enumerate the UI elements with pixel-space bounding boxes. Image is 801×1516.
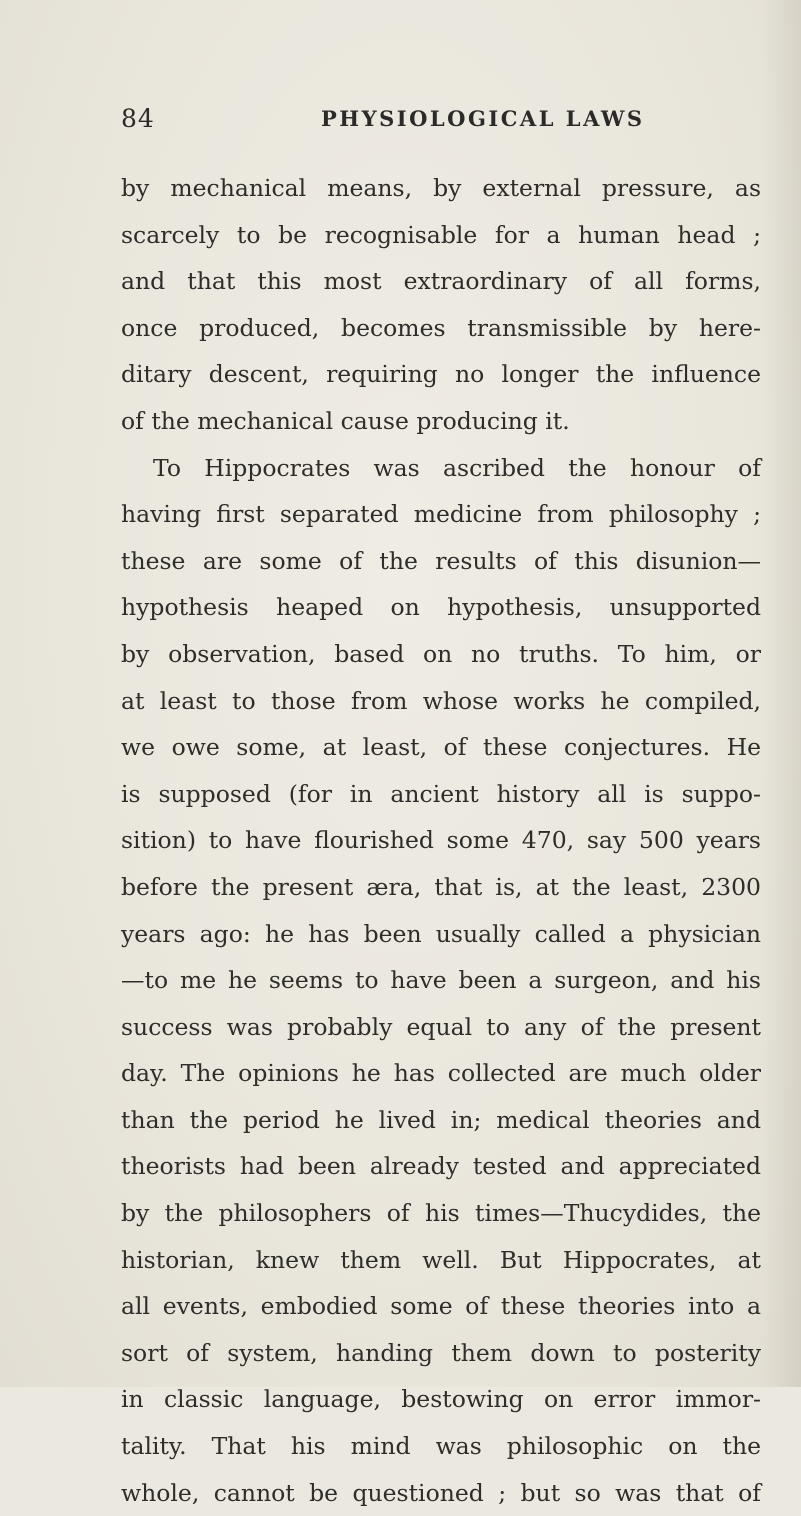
text-line: tality. That his mind was philosophic on the [121,1432,761,1461]
text-line: by mechanical means, by external pressure, as [121,174,761,202]
body-text [121,165,761,1516]
text-line: historian, knew them well. But Hippocrates, at [121,1245,761,1274]
text-line: is supposed (for in ancient history all is suppo- [121,779,761,808]
text-line: once produced, becomes transmissible by here- [121,313,761,342]
page-edge-shadow [761,0,801,1387]
text-line: ditary descent, requiring no longer the influence [121,360,761,389]
page-header [121,104,761,144]
text-line: in classic language, bestowing on error immor- [121,1385,761,1414]
text-line: success was probably equal to any of the present [121,1012,761,1041]
text-line: before the present æra, that is, at the least, 2300 [121,872,761,901]
text-line: years ago: he has been usually called a physician [121,919,761,948]
text-line: day. The opinions he has collected are much older [121,1059,761,1088]
text-line: having first separated medicine from philosophy ; [121,500,761,529]
text-line: scarcely to be recognisable for a human head ; [121,220,761,249]
text-line: whole, cannot be questioned ; but so was that of [121,1478,761,1507]
text-line: sort of system, handing them down to posterity [121,1338,761,1367]
text-line: these are some of the results of this disunion— [121,546,761,575]
page-number: 84 [121,104,155,133]
text-line: by observation, based on no truths. To him, or [121,639,761,668]
text-line: by the philosophers of his times—Thucydides, the [121,1199,761,1228]
text-line: all events, embodied some of these theories into a [121,1292,761,1321]
text-line: at least to those from whose works he compiled, [121,686,761,715]
text-line: theorists had been already tested and appreciated [121,1152,761,1181]
text-line: and that this most extraordinary of all forms, [121,267,761,296]
text-line: than the period he lived in; medical theories and [121,1105,761,1134]
text-line: —to me he seems to have been a surgeon, and his [121,966,761,995]
text-line: hypothesis heaped on hypothesis, unsupported [121,593,761,622]
text-line: of the mechanical cause producing it. [121,406,570,435]
running-head: PHYSIOLOGICAL LAWS [321,106,645,131]
text-line: sition) to have flourished some 470, say 500 years [121,826,761,855]
paragraph-start-line: To Hippocrates was ascribed the honour of [153,453,761,482]
text-line: we owe some, at least, of these conjectures. He [121,733,761,762]
